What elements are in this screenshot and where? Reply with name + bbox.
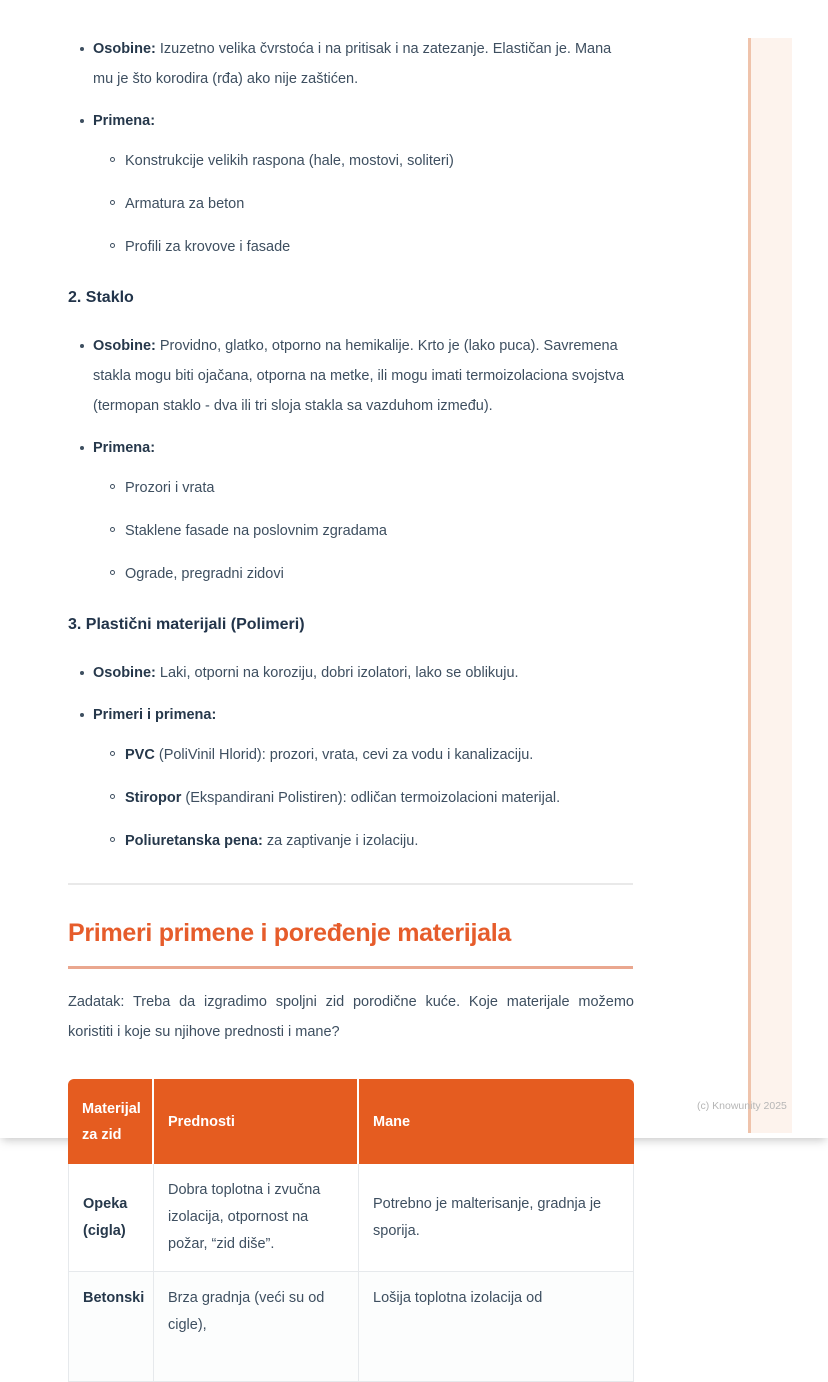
osobine-text: Izuzetno velika čvrstoća i na pritisak i na zatezanje. Elastičan je. Mana mu je što korodira (rđa) ako nije zaštićen. [93,41,612,87]
section-heading-plastika: 3. Plastični materijali (Polimeri) [68,616,305,633]
steel-primena-sublist [93,146,634,262]
primeri-label: Primeri i primena: [93,707,217,723]
glass-list [68,331,634,589]
osobine-label: Osobine: [93,665,156,681]
sublist-item-text: Staklene fasade na poslovnim zgradama [125,523,387,539]
material-label: PVC [125,747,155,763]
bullet-dot-icon [80,119,84,123]
sublist-item-text: Armatura za beton [125,196,245,212]
task-paragraph: Zadatak: Treba da izgradimo spoljni zid porodične kuće. Koje materijale možemo koristiti i koje su njihove prednosti i mane? [68,994,634,1040]
cell-material: Betonski [68,1272,154,1382]
sublist-item-text: Konstrukcije velikih raspona (hale, mostovi, soliteri) [125,153,454,169]
osobine-label: Osobine: [93,41,156,57]
osobine-text: Providno, glatko, otporno na hemikalije. Krto je (lako puca). Savremena stakla mogu biti ojačana, otporna na metke, ili mogu imati termoizolaciona svojstva (termopan staklo - dva ili tri sloja stakla sa vazduhom između). [93,338,625,414]
list-item [68,331,634,421]
osobine-label: Osobine: [93,338,156,354]
material-label: Stiropor [125,790,182,806]
list-item [93,146,634,176]
list-item [93,740,634,770]
sublist-item-text: Profili za krovove i fasade [125,239,291,255]
list-item [93,189,634,219]
table-header-row [68,1079,634,1164]
cell-prednosti: Brza gradnja (veći su od cigle), [154,1272,359,1382]
list-item [68,433,634,589]
comparison-table [68,1079,634,1382]
list-item [93,559,634,589]
material-text: za zaptivanje i izolaciju. [266,833,419,849]
cell-material: Opeka (cigla) [68,1164,154,1272]
list-item [68,34,634,94]
primena-label: Primena: [93,113,156,129]
osobine-text: Laki, otporni na koroziju, dobri izolatori, lako se oblikuju. [159,665,519,681]
list-item [93,473,634,503]
table-row [68,1272,634,1382]
bullet-circle-icon [110,794,115,799]
section-heading-staklo: 2. Staklo [68,289,134,306]
bullet-circle-icon [110,570,115,575]
list-item [93,783,634,813]
column-header-mane: Mane [359,1079,634,1164]
plastics-list [68,658,634,856]
list-item [93,516,634,546]
bullet-circle-icon [110,527,115,532]
column-header-materijal: Materijal za zid [68,1079,154,1164]
plastics-sublist [93,740,634,856]
table-row [68,1164,634,1272]
material-text: (Ekspandirani Polistiren): odličan termoizolacioni materijal. [185,790,561,806]
bullet-dot-icon [80,47,84,51]
page-edge-stripe [748,38,792,1133]
column-header-prednosti: Prednosti [154,1079,359,1164]
section-divider [68,883,633,885]
bullet-dot-icon [80,671,84,675]
list-item [68,658,634,688]
bullet-dot-icon [80,344,84,348]
copyright-text: (c) Knowunity 2025 [697,1100,787,1112]
bullet-circle-icon [110,837,115,842]
list-item [93,826,634,856]
list-item [68,106,634,262]
bullet-dot-icon [80,713,84,717]
bullet-circle-icon [110,157,115,162]
list-item [68,700,634,856]
page-title: Primeri primene i poređenje materijala [68,919,511,947]
bullet-circle-icon [110,484,115,489]
cell-mane: Lošija toplotna izolacija od [359,1272,634,1382]
material-label: Poliuretanska pena: [125,833,263,849]
page-content [68,0,634,1382]
bullet-circle-icon [110,751,115,756]
bullet-circle-icon [110,243,115,248]
steel-list [68,34,634,262]
primena-label: Primena: [93,440,156,456]
cell-prednosti: Dobra toplotna i zvučna izolacija, otpornost na požar, “zid diše”. [154,1164,359,1272]
bullet-circle-icon [110,200,115,205]
heading-underline [68,966,633,969]
bullet-dot-icon [80,446,84,450]
cell-mane: Potrebno je malterisanje, gradnja je sporija. [359,1164,634,1272]
list-item [93,232,634,262]
material-text: (PoliVinil Hlorid): prozori, vrata, cevi za vodu i kanalizaciju. [158,747,534,763]
sublist-item-text: Ograde, pregradni zidovi [125,566,284,582]
sublist-item-text: Prozori i vrata [125,480,215,496]
glass-primena-sublist [93,473,634,589]
